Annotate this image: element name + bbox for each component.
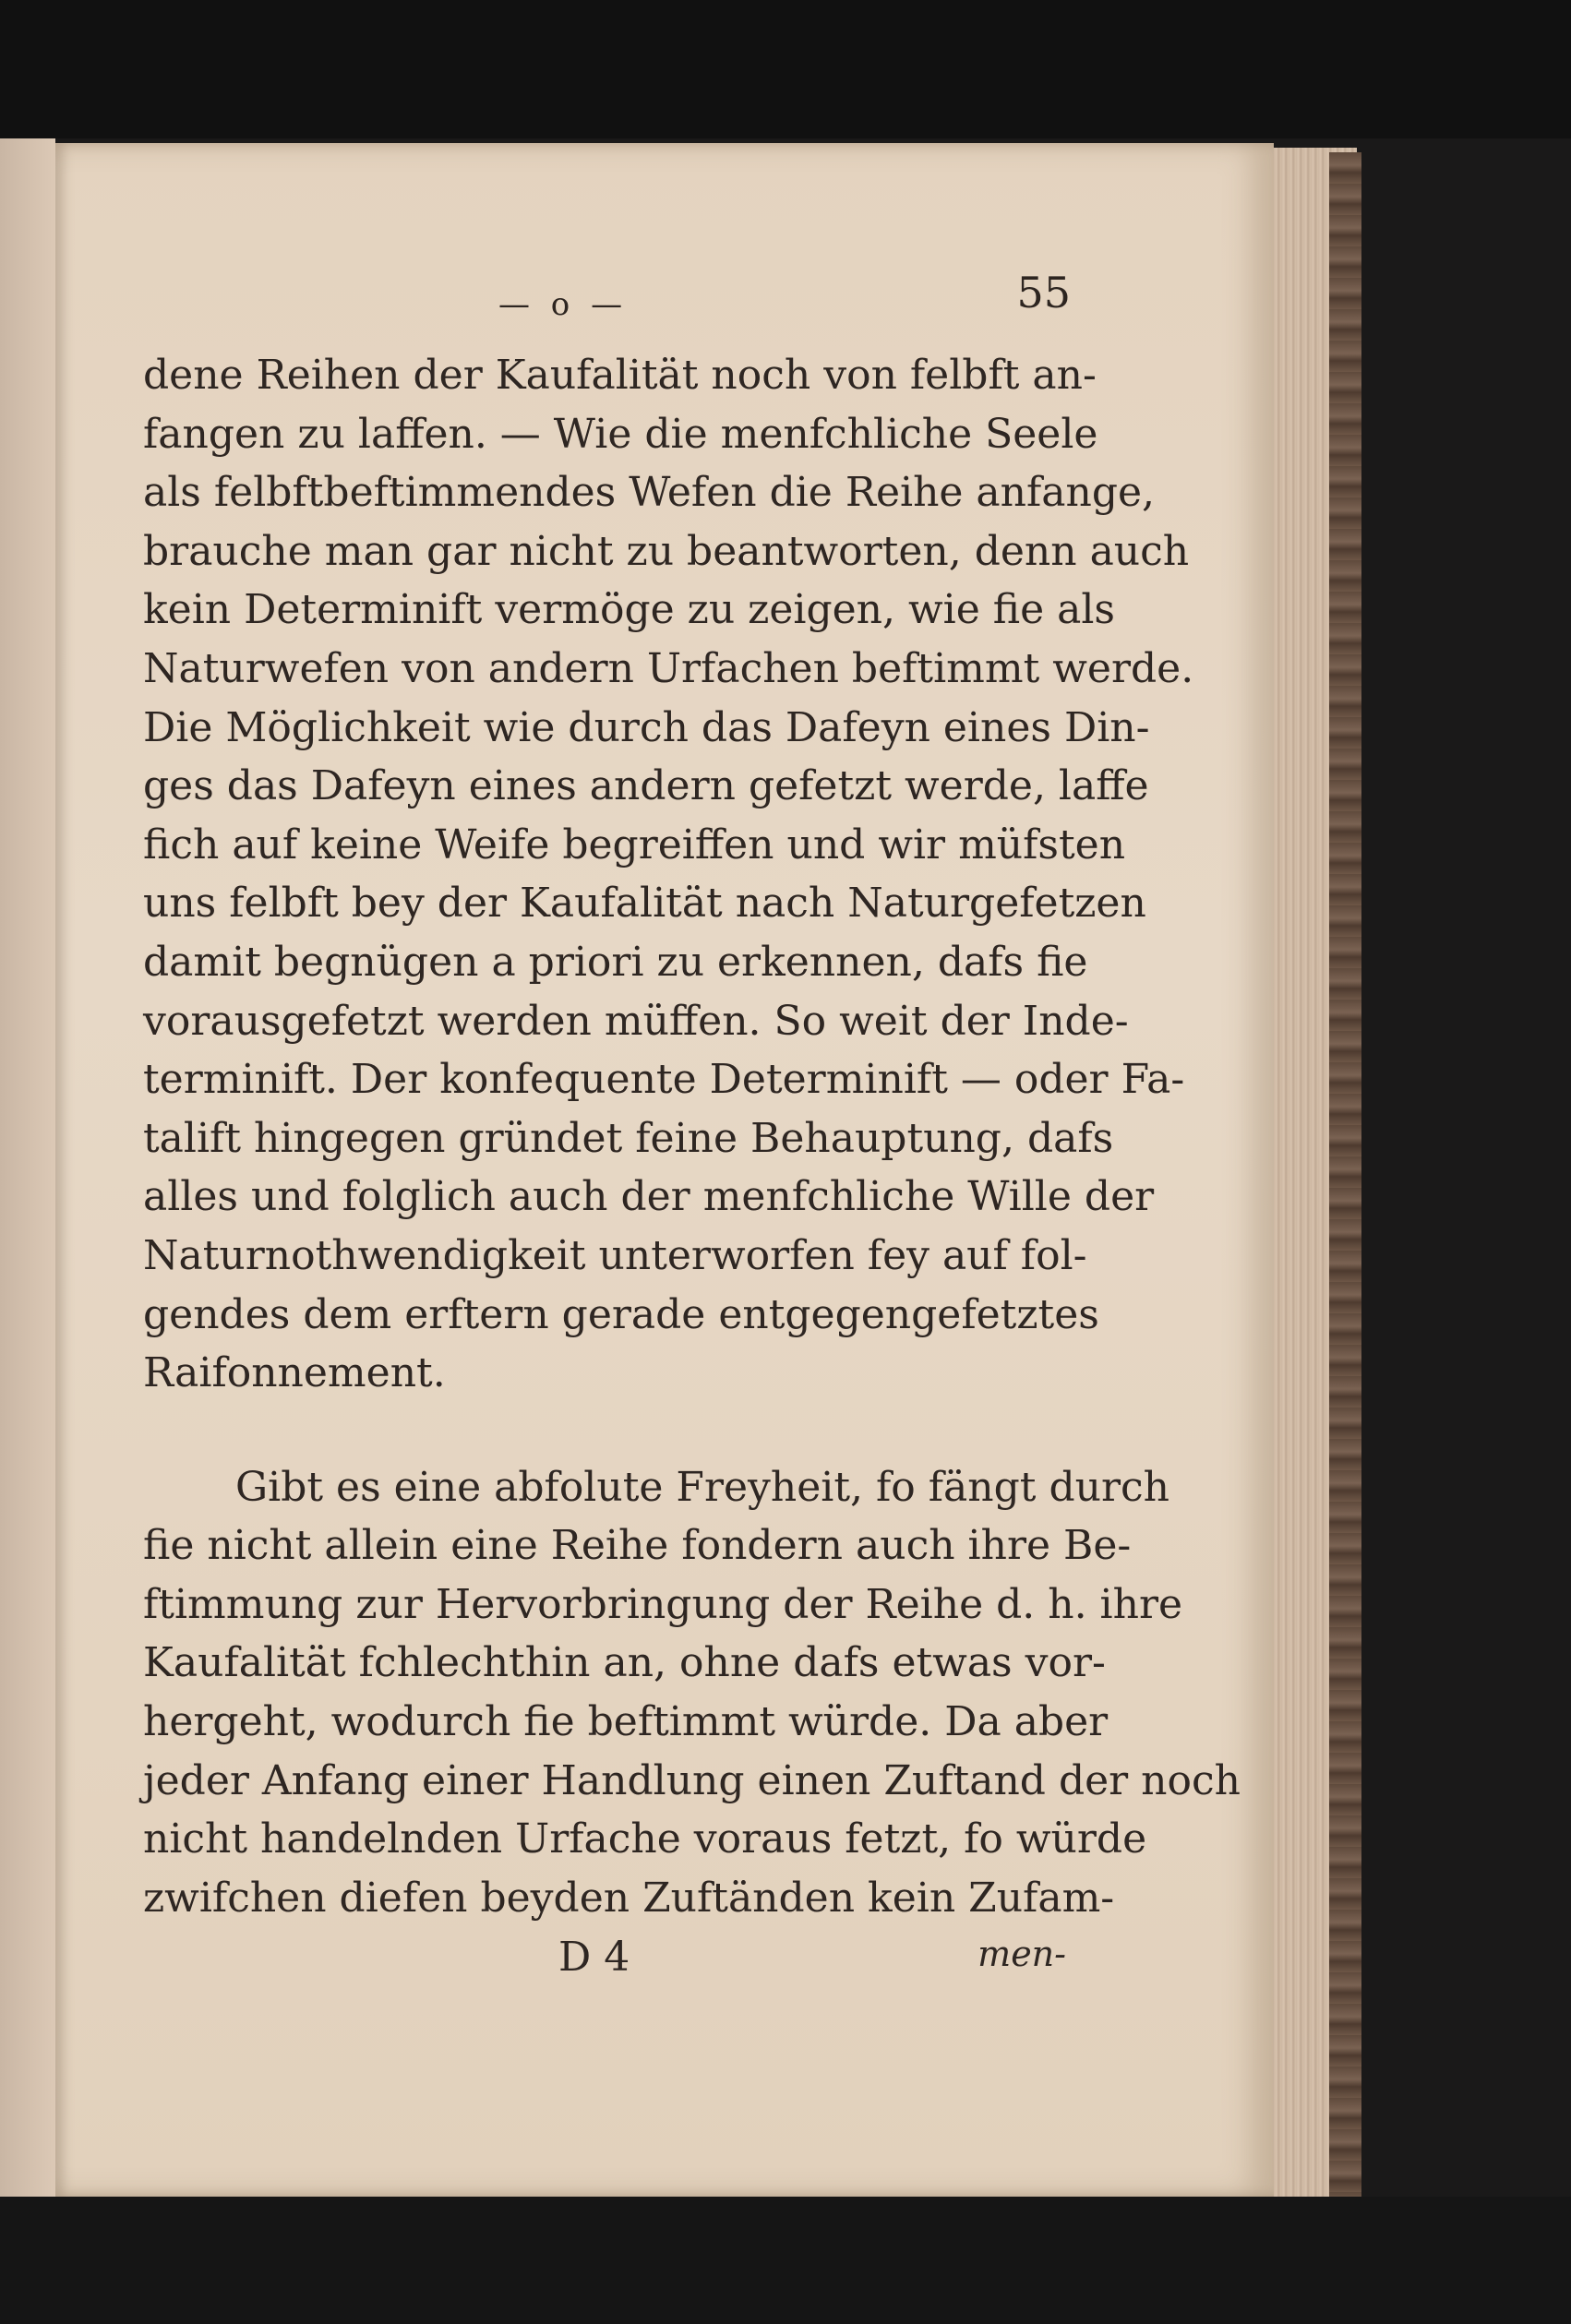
body-text: [143, 346, 1241, 1927]
signature-mark: D 4: [558, 1934, 630, 1981]
text-line: dene Reihen der Kaufalität noch von felbft an-: [143, 352, 1097, 399]
text-line: vorausgefetzt werden müffen. So weit der Inde-: [143, 997, 1129, 1045]
text-line: alles und folglich auch der menfchliche Wille der: [143, 1173, 1155, 1221]
text-line: gendes dem erftern gerade entgegengefetztes: [143, 1290, 1099, 1338]
text-line: uns felbft bey der Kaufalität nach Naturgefetzen: [143, 880, 1146, 928]
text-line: als felbftbeftimmendes Wefen die Reihe anfange,: [143, 469, 1156, 517]
background-top: [0, 0, 1571, 138]
text-line: Die Möglichkeit wie durch das Dafeyn eines Din-: [143, 703, 1150, 751]
text-line: ges das Dafeyn eines andern gefetzt werde, laffe: [143, 762, 1149, 810]
page-header: [498, 268, 1071, 323]
text-line: Raifonnement.: [143, 1349, 446, 1397]
text-line: ftimmung zur Hervorbringung der Reihe d. h. ihre: [143, 1580, 1183, 1628]
text-line: brauche man gar nicht zu beantworten, denn auch: [143, 527, 1190, 575]
paragraph-1: [143, 346, 1194, 1403]
text-line: Gibt es eine abfolute Freyheit, fo fängt durch: [235, 1463, 1169, 1511]
background-bottom: [0, 2197, 1571, 2324]
text-line: fangen zu laffen. — Wie die menfchliche Seele: [143, 410, 1098, 458]
text-line: kein Determinift vermöge zu zeigen, wie fie als: [143, 586, 1115, 634]
text-line: fich auf keine Weife begreiffen und wir müfsten: [143, 821, 1126, 869]
catchword: men-: [977, 1934, 1066, 1974]
header-ornament: — o —: [498, 286, 629, 323]
text-line: Naturwefen von andern Urfachen beftimmt werde.: [143, 644, 1194, 692]
text-line: nicht handelnden Urfache voraus fetzt, fo würde: [143, 1815, 1147, 1863]
text-line: talift hingegen gründet feine Behauptung, dafs: [143, 1114, 1114, 1162]
text-line: damit begnügen a priori zu erkennen, dafs fie: [143, 938, 1088, 986]
text-line: Naturnothwendigkeit unterworfen fey auf fol-: [143, 1231, 1087, 1279]
text-line: terminift. Der konfequente Determinift — oder Fa-: [143, 1056, 1185, 1104]
book-cover-edge: [1329, 152, 1361, 2197]
paragraph-2: [143, 1458, 1241, 1928]
facing-page-edge: [0, 138, 55, 2197]
page-number: 55: [1016, 268, 1071, 317]
text-line: fie nicht allein eine Reihe fondern auch ihre Be-: [143, 1522, 1132, 1570]
page-footer: [143, 1934, 1066, 1989]
text-line: Kaufalität fchlechthin an, ohne dafs etwas vor-: [143, 1639, 1106, 1687]
text-line: jeder Anfang einer Handlung einen Zuftand der noch: [143, 1756, 1241, 1804]
text-line: zwifchen diefen beyden Zuftänden kein Zufam-: [143, 1874, 1115, 1922]
text-line: hergeht, wodurch fie beftimmt würde. Da aber: [143, 1698, 1109, 1746]
